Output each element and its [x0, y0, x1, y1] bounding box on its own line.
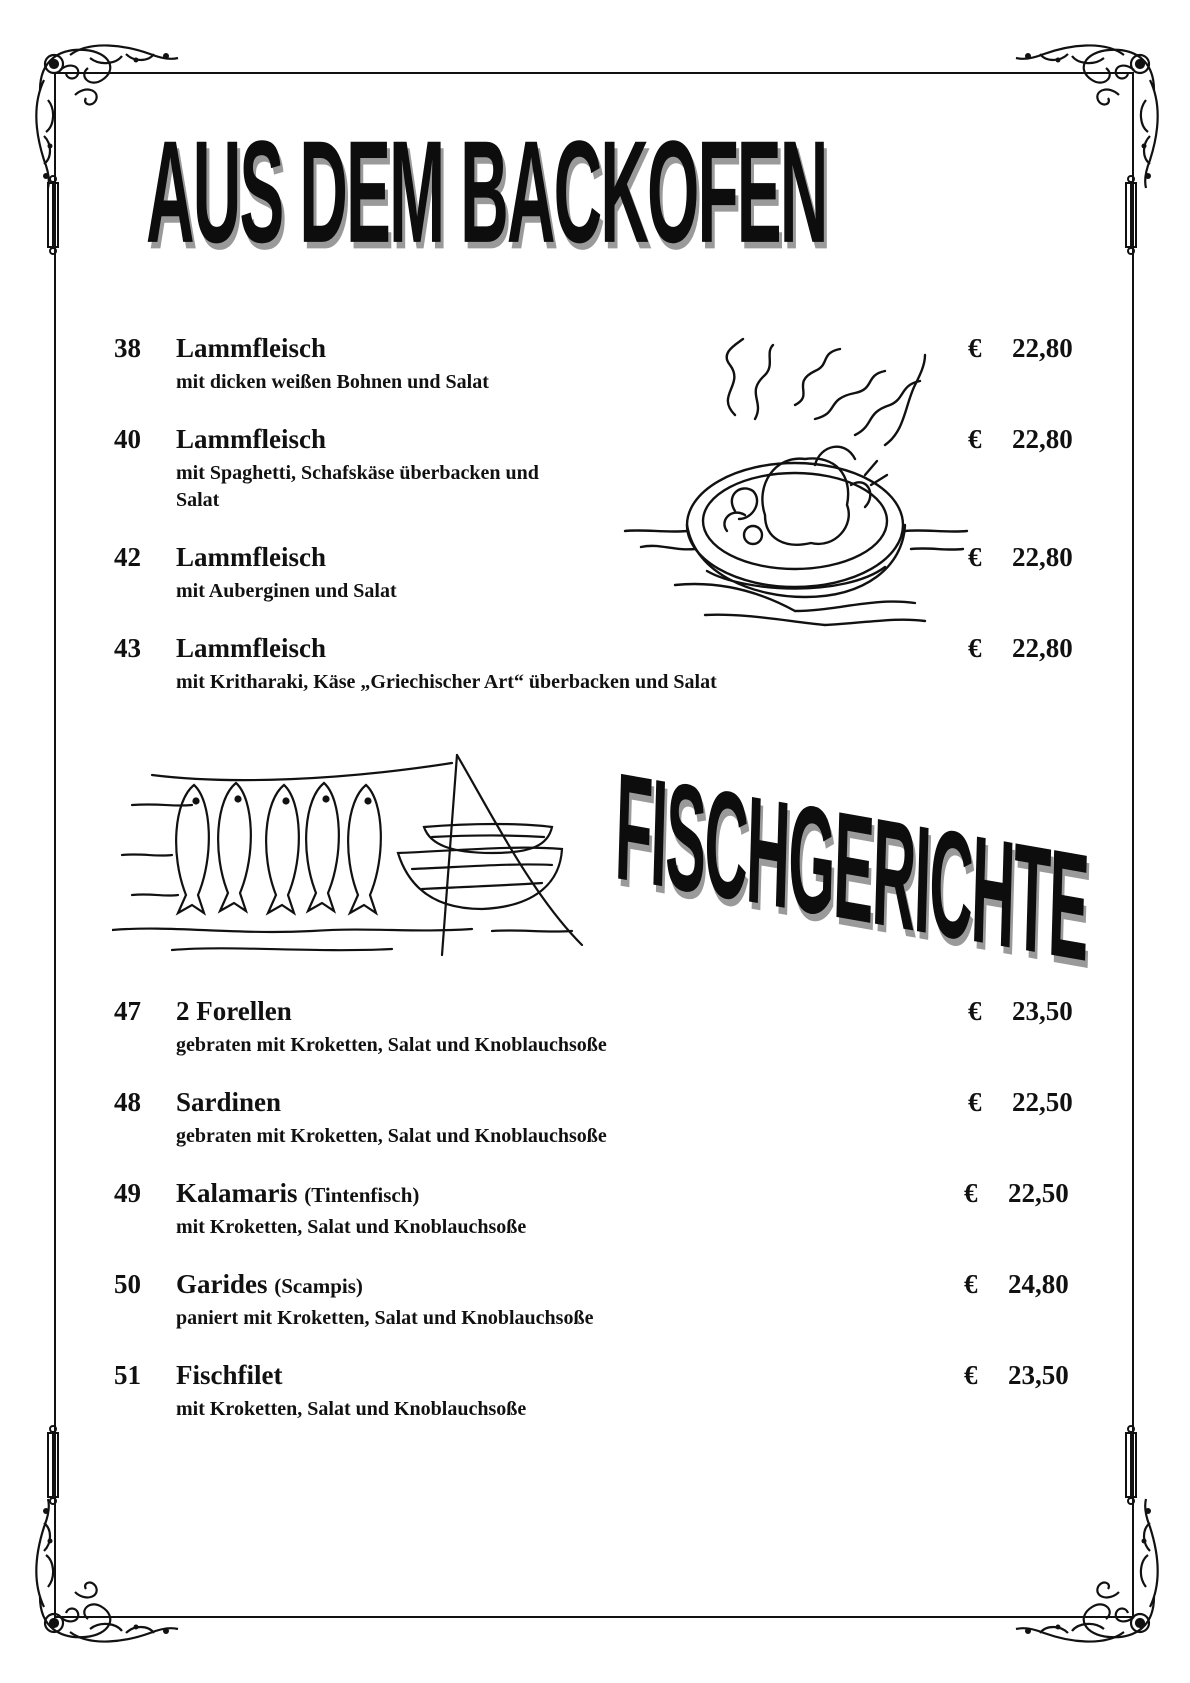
price-currency: €: [968, 542, 982, 572]
item-name: Lammfleisch: [176, 333, 326, 363]
item-price: 22,80: [1012, 542, 1073, 572]
corner-ornament-icon: [30, 1497, 180, 1647]
item-name: Fischfilet: [176, 1360, 283, 1390]
menu-item: [114, 1087, 1080, 1157]
item-name: Kalamaris (Tintenfisch): [176, 1178, 420, 1208]
item-description: paniert mit Kroketten, Salat und Knoblauchsoße: [176, 1307, 594, 1329]
item-description: mit Kroketten, Salat und Knoblauchsoße: [176, 1398, 527, 1420]
price-currency: €: [964, 1178, 978, 1208]
item-price: 24,80: [1008, 1269, 1069, 1299]
item-description: mit Spaghetti, Schafskäse überbacken und Salat: [176, 462, 539, 511]
item-price: 22,80: [1012, 633, 1073, 663]
item-price: 23,50: [1012, 996, 1073, 1026]
column-ornament-icon: [1120, 1425, 1142, 1505]
item-description: gebraten mit Kroketten, Salat und Knoblauchsoße: [176, 1125, 607, 1147]
item-name: 2 Forellen: [176, 996, 292, 1026]
item-price: 22,50: [1012, 1087, 1073, 1117]
item-name: Lammfleisch: [176, 424, 326, 454]
menu-item: [114, 1269, 1080, 1339]
item-number: 49: [114, 1178, 141, 1208]
item-description: mit Kroketten, Salat und Knoblauchsoße: [176, 1216, 527, 1238]
item-name: Lammfleisch: [176, 542, 326, 572]
item-description: mit dicken weißen Bohnen und Salat: [176, 371, 489, 393]
item-number: 51: [114, 1360, 141, 1390]
item-number: 42: [114, 542, 141, 572]
baked-dish-icon: [615, 335, 975, 645]
item-number: 48: [114, 1087, 141, 1117]
price-currency: €: [968, 1087, 982, 1117]
price-currency: €: [968, 424, 982, 454]
item-name: Sardinen: [176, 1087, 282, 1117]
item-price: 22,80: [1012, 424, 1073, 454]
section-title-backofen: AUS DEM BACKOFEN: [146, 110, 827, 274]
corner-ornament-icon: [1014, 1497, 1164, 1647]
corner-ornament-icon: [1014, 40, 1164, 190]
price-currency: €: [968, 333, 982, 363]
item-number: 38: [114, 333, 141, 363]
item-name: Lammfleisch: [176, 633, 326, 663]
column-ornament-icon: [42, 1425, 64, 1505]
item-description: gebraten mit Kroketten, Salat und Knoblauchsoße: [176, 1034, 607, 1056]
item-description: mit Kritharaki, Käse „Griechischer Art“ überbacken und Salat: [176, 671, 717, 693]
item-price: 22,80: [1012, 333, 1073, 363]
item-number: 47: [114, 996, 141, 1026]
menu-item: [114, 996, 1080, 1066]
item-description: mit Auberginen und Salat: [176, 580, 397, 602]
menu-item: [114, 1360, 1080, 1430]
item-price: 22,50: [1008, 1178, 1069, 1208]
price-currency: €: [964, 1360, 978, 1390]
column-ornament-icon: [1120, 175, 1142, 255]
item-number: 40: [114, 424, 141, 454]
menu-item: [114, 1178, 1080, 1248]
section-title-fisch: FISCHGERICHTE: [613, 740, 1090, 994]
item-price: 23,50: [1008, 1360, 1069, 1390]
item-name: Garides (Scampis): [176, 1269, 363, 1299]
item-number: 50: [114, 1269, 141, 1299]
price-currency: €: [964, 1269, 978, 1299]
column-ornament-icon: [42, 175, 64, 255]
item-number: 43: [114, 633, 141, 663]
price-currency: €: [968, 633, 982, 663]
fish-and-boats-icon: [112, 745, 612, 970]
price-currency: €: [968, 996, 982, 1026]
